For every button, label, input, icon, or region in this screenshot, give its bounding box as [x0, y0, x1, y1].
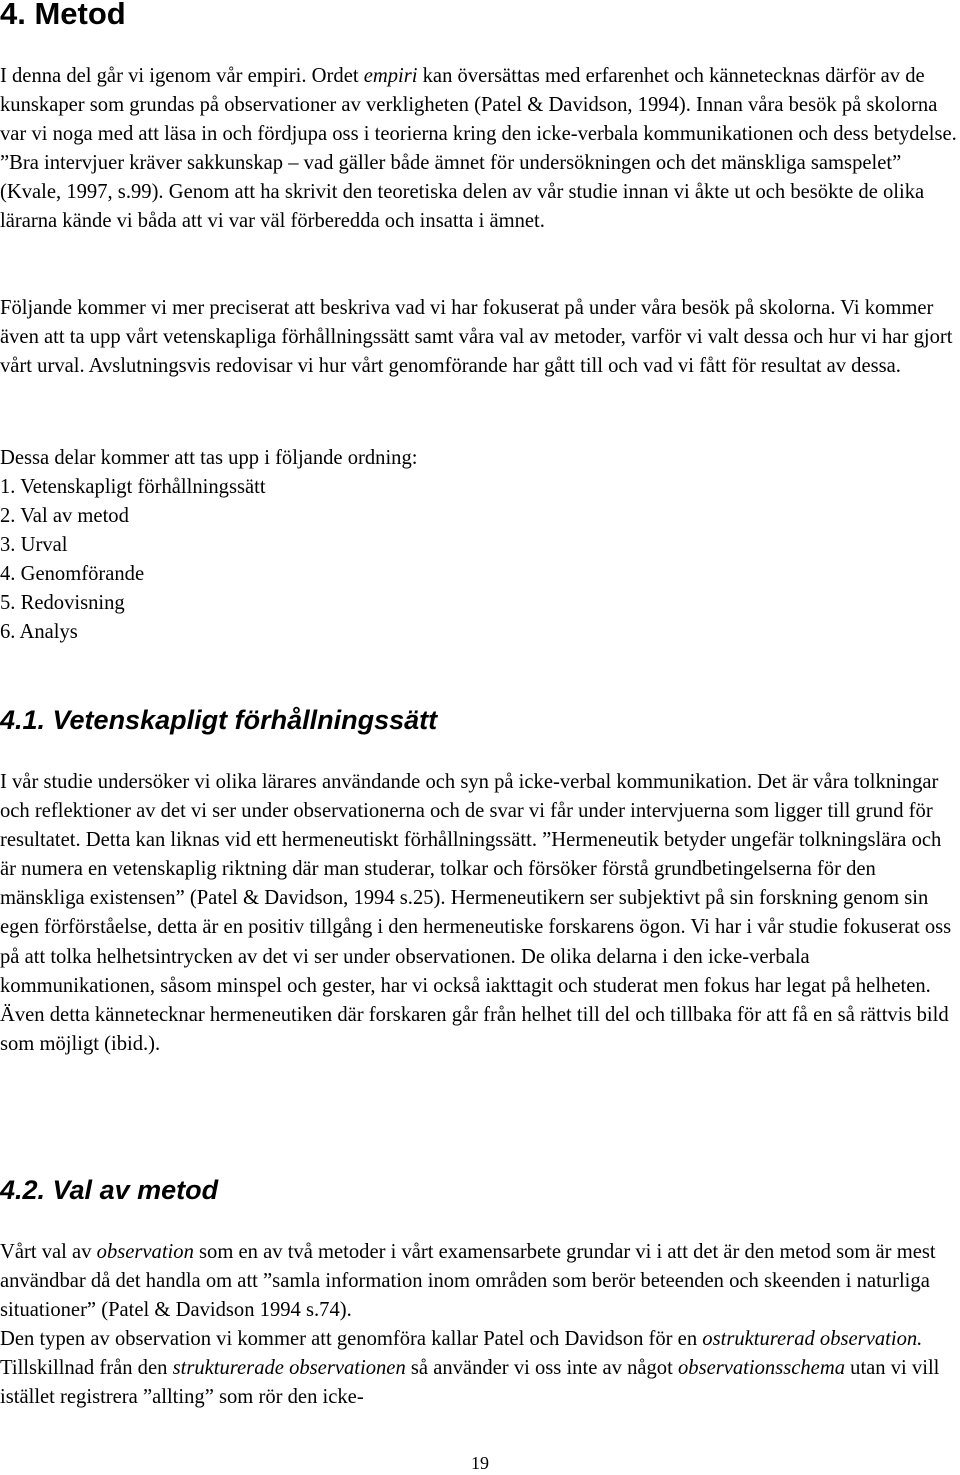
intro-paragraph-1: I denna del går vi igenom vår empiri. Ordet empiri kan översättas med erfarenhet och kännetecknas därför av de kunskaper som grundas på observationer av verkligheten (Patel & Davidson, 1994). Innan våra besök på skolorna var vi noga med att läsa in och fördjupa oss i teorierna kring den icke-verbala kommunikationen och dess betydelse. ”Bra intervjuer kräver sakkunskap – vad gäller både ämnet för undersökningen och det mänskliga samspelet” (Kvale, 1997, s.99). Genom att ha skrivit den teoretiska delen av vår studie innan vi åkte ut och besökte de olika lärarna kände vi båda att vi var väl förberedda och insatta i ämnet.	[0, 65, 957, 233]
list-item: 4. Genomförande	[0, 563, 145, 586]
section-4-2-paragraph-1: Vårt val av observation som en av två metoder i vårt examensarbete grundar vi i att det är den metod som är mest användbar då det handla om att ”samla information inom områden som berör beteenden och skeenden i naturliga situationer” (Patel & Davidson 1994 s.74).	[0, 1241, 936, 1322]
list-item: 1. Vetenskapligt förhållningssätt	[0, 476, 266, 498]
intro-paragraph-2: Följande kommer vi mer preciserat att beskriva vad vi har fokuserat på under våra besök på skolorna. Vi kommer även att ta upp vårt vetenskapliga förhållningssätt samt våra val av metoder, varför vi valt dessa och hur vi har gjort vårt urval. Avslutningsvis redovisar vi hur vårt genomförande har gått till och vad vi fått för resultat av dessa.	[0, 297, 953, 378]
list-item: 5. Redovisning	[0, 592, 125, 615]
section-heading-4-1: 4.1. Vetenskapligt förhållningssätt	[0, 705, 438, 735]
chapter-heading: 4. Metod	[0, 0, 126, 31]
list-item: 6. Analys	[0, 621, 78, 644]
section-order-list	[0, 473, 266, 648]
list-item: 3. Urval	[0, 534, 68, 557]
page-number: 19	[471, 1453, 489, 1473]
list-item: 2. Val av metod	[0, 505, 129, 528]
section-4-2-paragraph-2: Den typen av observation vi kommer att genomföra kallar Patel och Davidson för en ostrukturerad observation. Tillskillnad från den strukturerade observationen så använder vi oss inte av något observationsschema utan vi vill istället registrera ”allting” som rör den icke-	[0, 1328, 940, 1409]
list-intro: Dessa delar kommer att tas upp i följande ordning:	[0, 447, 418, 469]
section-heading-4-2: 4.2. Val av metod	[0, 1175, 219, 1205]
section-4-1-paragraph: I vår studie undersöker vi olika lärares användande och syn på icke-verbal kommunikation. Det är våra tolkningar och reflektioner av det vi ser under observationerna och de svar vi får under intervjuerna som ligger till grund för resultatet. Detta kan liknas vid ett hermeneutiskt förhållningssätt. ”Hermeneutik betyder ungefär tolkningslära och är numera en vetenskaplig riktning där man studerar, tolkar och försöker förstå grundbetingelserna för den mänskliga existensen” (Patel & Davidson, 1994 s.25). Hermeneutikern ser subjektivt på sin forskning genom sin egen förförståelse, detta är en positiv tillgång i den hermeneutiske forskarens ögon. Vi har i vår studie fokuserat oss på att tolka helhetsintrycken av det vi ser under observationen. De olika delarna i den icke-verbala kommunikationen, såsom minspel och gester, har vi också iakttagit och studerat men fokus har legat på helheten. Även detta kännetecknar hermeneutiken där forskaren går från helhet till del och tillbaka för att få en så rättvis bild som möjligt (ibid.).	[0, 771, 952, 1055]
